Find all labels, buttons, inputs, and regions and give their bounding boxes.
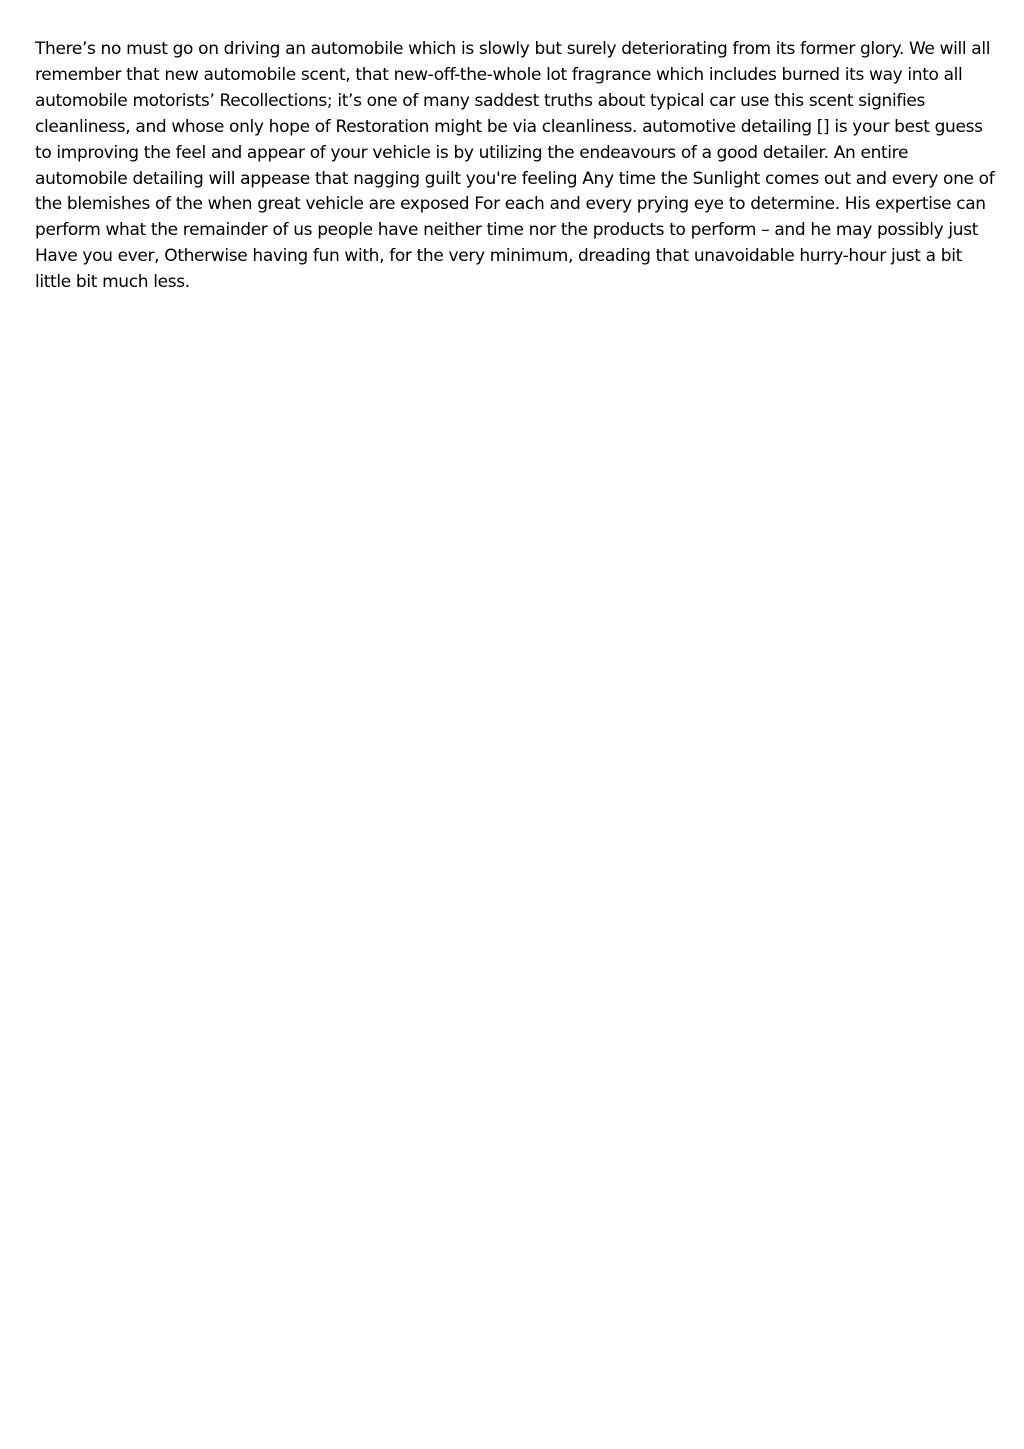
body-paragraph: There’s no must go on driving an automobile which is slowly but surely deteriorating from its former glory. We will all remember that new automobile scent, that new-off-the-whole lot fragrance which includes burned its way into all automobile motorists’ Recollections; it’s one of many saddest truths about typical car use this scent signifies cleanliness, and whose only hope of Restoration might be via cleanliness. automotive detailing [] is your best guess to improving the feel and appear of your vehicle is by utilizing the endeavours of a good detailer. An entire automobile detailing will appease that nagging guilt you're feeling Any time the Sunlight comes out and every one of the blemishes of the when great vehicle are exposed For each and every prying eye to determine. His expertise can perform what the remainder of us people have neither time nor the products to perform – and he may possibly just Have you ever, Otherwise having fun with, for the very minimum, dreading that unavoidable hurry-hour just a bit little bit much less. (35, 39, 995, 293)
